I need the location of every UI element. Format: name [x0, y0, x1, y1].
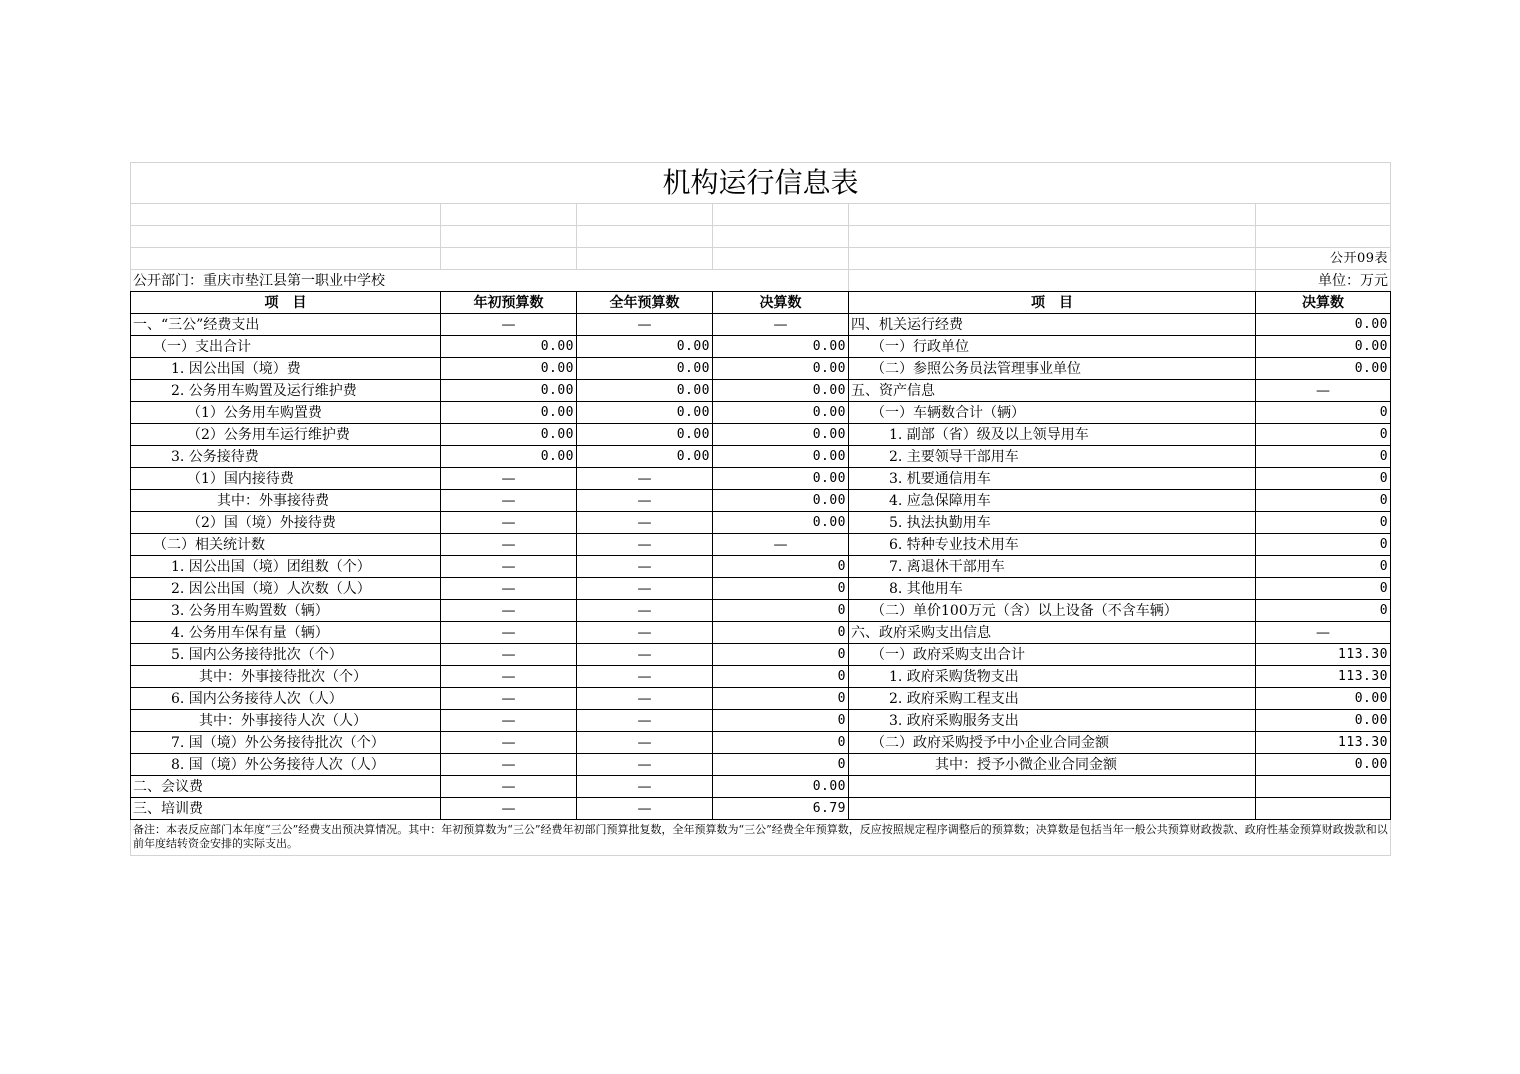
initial-budget-cell: —	[441, 798, 577, 820]
initial-budget-cell: —	[441, 666, 577, 688]
right-item-label: 4. 应急保障用车	[849, 490, 1256, 512]
right-final-account-cell: 0.00	[1256, 336, 1391, 358]
right-item-label: 5. 执法执勤用车	[849, 512, 1256, 534]
initial-budget-cell: 0.00	[441, 358, 577, 380]
initial-budget-cell: —	[441, 622, 577, 644]
right-item-label: （二）单价100万元（含）以上设备（不含车辆）	[849, 600, 1256, 622]
left-item-label: 5. 国内公务接待批次（个）	[131, 644, 441, 666]
annual-budget-cell: —	[577, 556, 713, 578]
table-row	[131, 314, 1391, 336]
left-item-label: 其中：外事接待人次（人）	[131, 710, 441, 732]
final-account-cell: 0	[713, 710, 849, 732]
left-item-label: （1）国内接待费	[131, 468, 441, 490]
left-item-label: 6. 国内公务接待人次（人）	[131, 688, 441, 710]
annual-budget-cell: 0.00	[577, 380, 713, 402]
initial-budget-cell: —	[441, 732, 577, 754]
left-item-label: 其中：外事接待费	[131, 490, 441, 512]
final-account-cell: 0	[713, 688, 849, 710]
left-item-label: 三、培训费	[131, 798, 441, 820]
initial-budget-cell: —	[441, 644, 577, 666]
annual-budget-cell: —	[577, 798, 713, 820]
right-item-label: 8. 其他用车	[849, 578, 1256, 600]
right-final-account-cell: 0.00	[1256, 710, 1391, 732]
annual-budget-cell: 0.00	[577, 358, 713, 380]
footnote: 备注：本表反应部门本年度“三公”经费支出预决算情况。其中：年初预算数为“三公”经费年初部门预算批复数，全年预算数为“三公”经费全年预算数，反应按照规定程序调整后的预算数；决算数是包括当年一般公共预算财政拨款、政府性基金预算财政拨款和以前年度结转资金安排的实际支出。	[131, 820, 1391, 856]
table-row	[131, 578, 1391, 600]
left-item-label: 1. 因公出国（境）团组数（个）	[131, 556, 441, 578]
right-final-account-cell: 0	[1256, 600, 1391, 622]
annual-budget-cell: —	[577, 622, 713, 644]
annual-budget-cell: —	[577, 512, 713, 534]
annual-budget-cell: 0.00	[577, 424, 713, 446]
right-final-account-cell	[1256, 798, 1391, 820]
right-final-account-cell: 113.30	[1256, 666, 1391, 688]
header-final-account-right: 决算数	[1256, 292, 1391, 314]
initial-budget-cell: —	[441, 710, 577, 732]
right-final-account-cell: 0	[1256, 512, 1391, 534]
right-item-label: 1. 副部（省）级及以上领导用车	[849, 424, 1256, 446]
initial-budget-cell: 0.00	[441, 424, 577, 446]
left-item-label: 其中：外事接待批次（个）	[131, 666, 441, 688]
left-item-label: 1. 因公出国（境）费	[131, 358, 441, 380]
final-account-cell: 0	[713, 732, 849, 754]
right-item-label: （二）参照公务员法管理事业单位	[849, 358, 1256, 380]
table-row	[131, 600, 1391, 622]
table-row	[131, 556, 1391, 578]
annual-budget-cell: —	[577, 468, 713, 490]
right-final-account-cell: —	[1256, 622, 1391, 644]
initial-budget-cell: —	[441, 776, 577, 798]
table-row	[131, 622, 1391, 644]
left-item-label: 2. 因公出国（境）人次数（人）	[131, 578, 441, 600]
initial-budget-cell: —	[441, 578, 577, 600]
table-row	[131, 490, 1391, 512]
right-item-label: 6. 特种专业技术用车	[849, 534, 1256, 556]
annual-budget-cell: —	[577, 732, 713, 754]
right-item-label: 其中：授予小微企业合同金额	[849, 754, 1256, 776]
initial-budget-cell: 0.00	[441, 402, 577, 424]
final-account-cell: 0.00	[713, 468, 849, 490]
right-final-account-cell: 0.00	[1256, 688, 1391, 710]
right-final-account-cell: 113.30	[1256, 732, 1391, 754]
left-item-label: （1）公务用车购置费	[131, 402, 441, 424]
left-item-label: 一、“三公”经费支出	[131, 314, 441, 336]
right-final-account-cell: 0	[1256, 446, 1391, 468]
table-row	[131, 644, 1391, 666]
right-item-label: 3. 机要通信用车	[849, 468, 1256, 490]
table-row	[131, 424, 1391, 446]
final-account-cell: 0	[713, 644, 849, 666]
initial-budget-cell: 0.00	[441, 336, 577, 358]
right-item-label: 四、机关运行经费	[849, 314, 1256, 336]
right-final-account-cell: 0	[1256, 468, 1391, 490]
annual-budget-cell: —	[577, 688, 713, 710]
right-item-label: （一）政府采购支出合计	[849, 644, 1256, 666]
right-final-account-cell: 0.00	[1256, 314, 1391, 336]
initial-budget-cell: 0.00	[441, 446, 577, 468]
left-item-label: （2）公务用车运行维护费	[131, 424, 441, 446]
right-item-label: 1. 政府采购货物支出	[849, 666, 1256, 688]
initial-budget-cell: —	[441, 556, 577, 578]
table-row	[131, 380, 1391, 402]
left-item-label: 二、会议费	[131, 776, 441, 798]
annual-budget-cell: —	[577, 314, 713, 336]
header-final-account: 决算数	[713, 292, 849, 314]
form-code: 公开09表	[1256, 248, 1391, 270]
right-final-account-cell: 0	[1256, 402, 1391, 424]
final-account-cell: 0.00	[713, 776, 849, 798]
right-item-label: 六、政府采购支出信息	[849, 622, 1256, 644]
table-row	[131, 754, 1391, 776]
table-row	[131, 534, 1391, 556]
initial-budget-cell: —	[441, 754, 577, 776]
left-item-label: 7. 国（境）外公务接待批次（个）	[131, 732, 441, 754]
final-account-cell: 0.00	[713, 380, 849, 402]
initial-budget-cell: —	[441, 468, 577, 490]
left-item-label: 4. 公务用车保有量（辆）	[131, 622, 441, 644]
header-item-left: 项 目	[131, 292, 441, 314]
left-item-label: 3. 公务接待费	[131, 446, 441, 468]
final-account-cell: 0	[713, 666, 849, 688]
initial-budget-cell: —	[441, 688, 577, 710]
table-row	[131, 336, 1391, 358]
right-final-account-cell: 0	[1256, 490, 1391, 512]
header-row	[131, 292, 1391, 314]
right-item-label	[849, 776, 1256, 798]
table-row	[131, 512, 1391, 534]
page-title: 机构运行信息表	[131, 163, 1391, 204]
final-account-cell: —	[713, 314, 849, 336]
right-item-label: 2. 政府采购工程支出	[849, 688, 1256, 710]
annual-budget-cell: —	[577, 754, 713, 776]
table-row	[131, 358, 1391, 380]
annual-budget-cell: 0.00	[577, 446, 713, 468]
final-account-cell: 0.00	[713, 358, 849, 380]
final-account-cell: 0	[713, 754, 849, 776]
final-account-cell: 0.00	[713, 512, 849, 534]
final-account-cell: 0	[713, 556, 849, 578]
annual-budget-cell: —	[577, 578, 713, 600]
right-item-label	[849, 798, 1256, 820]
final-account-cell: 0.00	[713, 402, 849, 424]
right-final-account-cell: 0.00	[1256, 754, 1391, 776]
final-account-cell: 0	[713, 622, 849, 644]
left-item-label: （二）相关统计数	[131, 534, 441, 556]
annual-budget-cell: —	[577, 600, 713, 622]
table-row	[131, 710, 1391, 732]
left-item-label: 8. 国（境）外公务接待人次（人）	[131, 754, 441, 776]
table-row	[131, 402, 1391, 424]
right-final-account-cell: 0.00	[1256, 358, 1391, 380]
table-row	[131, 688, 1391, 710]
blank-row	[131, 226, 1391, 248]
initial-budget-cell: —	[441, 512, 577, 534]
final-account-cell: 0.00	[713, 424, 849, 446]
right-final-account-cell: 0	[1256, 556, 1391, 578]
table-row	[131, 666, 1391, 688]
initial-budget-cell: —	[441, 534, 577, 556]
final-account-cell: 6.79	[713, 798, 849, 820]
final-account-cell: 0	[713, 600, 849, 622]
annual-budget-cell: —	[577, 534, 713, 556]
right-item-label: 2. 主要领导干部用车	[849, 446, 1256, 468]
right-final-account-cell: 0	[1256, 424, 1391, 446]
left-item-label: 2. 公务用车购置及运行维护费	[131, 380, 441, 402]
annual-budget-cell: —	[577, 776, 713, 798]
final-account-cell: 0.00	[713, 336, 849, 358]
right-item-label: （二）政府采购授予中小企业合同金额	[849, 732, 1256, 754]
annual-budget-cell: —	[577, 644, 713, 666]
annual-budget-cell: —	[577, 490, 713, 512]
right-item-label: 7. 离退休干部用车	[849, 556, 1256, 578]
annual-budget-cell: 0.00	[577, 402, 713, 424]
right-item-label: （一）车辆数合计（辆）	[849, 402, 1256, 424]
right-final-account-cell: 0	[1256, 534, 1391, 556]
final-account-cell: 0	[713, 578, 849, 600]
left-item-label: （2）国（境）外接待费	[131, 512, 441, 534]
right-final-account-cell	[1256, 776, 1391, 798]
left-item-label: （一）支出合计	[131, 336, 441, 358]
final-account-cell: —	[713, 534, 849, 556]
initial-budget-cell: —	[441, 314, 577, 336]
right-item-label: 五、资产信息	[849, 380, 1256, 402]
left-item-label: 3. 公务用车购置数（辆）	[131, 600, 441, 622]
initial-budget-cell: —	[441, 490, 577, 512]
right-item-label: 3. 政府采购服务支出	[849, 710, 1256, 732]
table-row	[131, 776, 1391, 798]
final-account-cell: 0.00	[713, 490, 849, 512]
blank-row	[131, 204, 1391, 226]
initial-budget-cell: 0.00	[441, 380, 577, 402]
header-item-right: 项 目	[849, 292, 1256, 314]
header-initial-budget: 年初预算数	[441, 292, 577, 314]
right-final-account-cell: —	[1256, 380, 1391, 402]
department-label: 公开部门：重庆市垫江县第一职业中学校	[131, 270, 849, 292]
table-row	[131, 798, 1391, 820]
right-item-label: （一）行政单位	[849, 336, 1256, 358]
table-row	[131, 732, 1391, 754]
final-account-cell: 0.00	[713, 446, 849, 468]
table-row	[131, 446, 1391, 468]
annual-budget-cell: —	[577, 666, 713, 688]
right-final-account-cell: 113.30	[1256, 644, 1391, 666]
annual-budget-cell: —	[577, 710, 713, 732]
table-row	[131, 468, 1391, 490]
report-sheet	[130, 162, 1390, 856]
right-final-account-cell: 0	[1256, 578, 1391, 600]
unit-label: 单位：万元	[1256, 270, 1391, 292]
annual-budget-cell: 0.00	[577, 336, 713, 358]
header-annual-budget: 全年预算数	[577, 292, 713, 314]
initial-budget-cell: —	[441, 600, 577, 622]
info-table	[130, 162, 1391, 856]
blank-row	[131, 248, 1391, 270]
